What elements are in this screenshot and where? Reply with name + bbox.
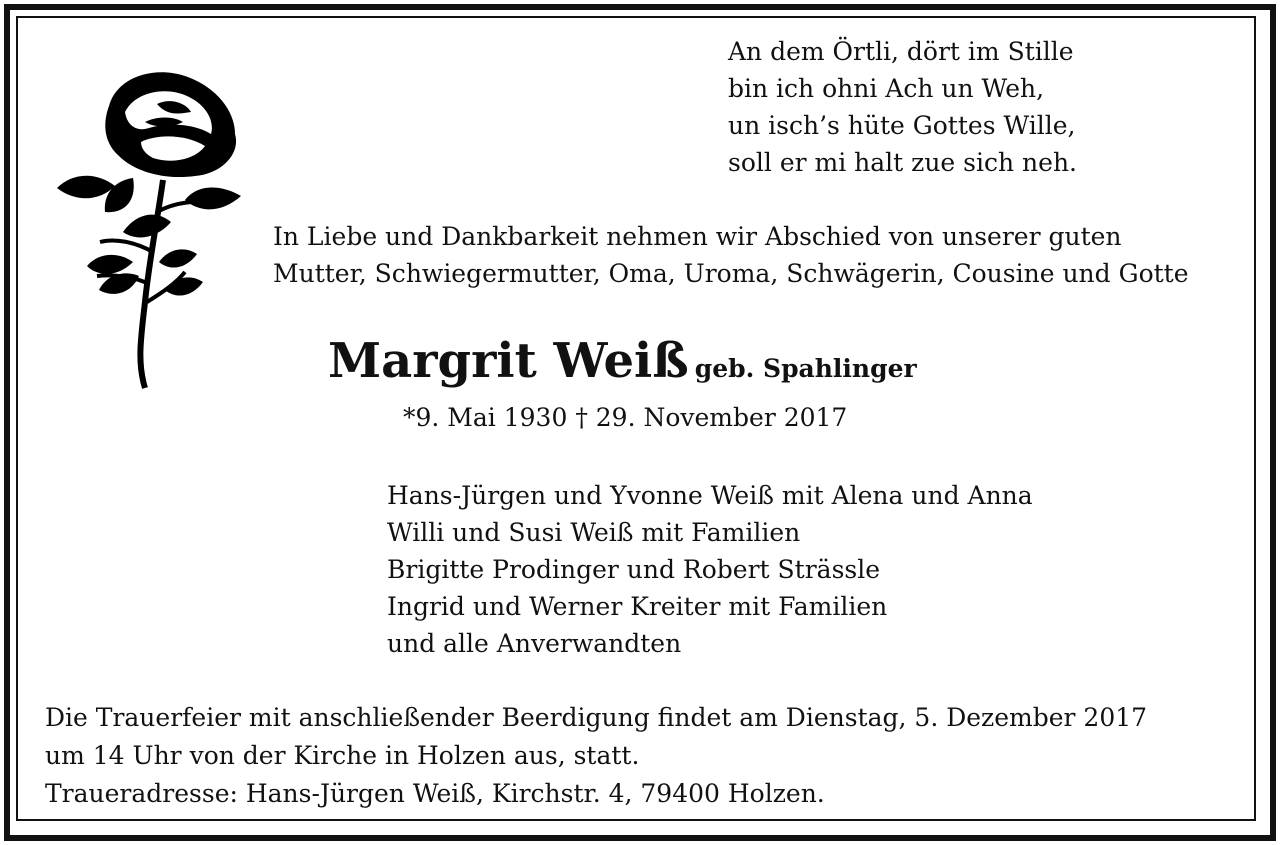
service-line: um 14 Uhr von der Kirche in Holzen aus, statt. xyxy=(45,741,640,770)
poem-line: An dem Örtli, dört im Stille xyxy=(728,37,1074,66)
mourner-line: und alle Anverwandten xyxy=(387,629,682,658)
mourner-line: Brigitte Prodinger und Robert Strässle xyxy=(387,555,881,584)
mourner-line: Ingrid und Werner Kreiter mit Familien xyxy=(387,592,888,621)
service-line: Traueradresse: Hans-Jürgen Weiß, Kirchstr. 4, 79400 Holzen. xyxy=(45,779,825,808)
mourner-line: Hans-Jürgen und Yvonne Weiß mit Alena und Anna xyxy=(387,481,1033,510)
intro-line: In Liebe und Dankbarkeit nehmen wir Abschied von unserer guten xyxy=(273,222,1122,251)
birth-name: geb. Spahlinger xyxy=(694,354,917,383)
mourners-list xyxy=(387,477,1033,662)
poem-line: bin ich ohni Ach un Weh, xyxy=(728,74,1045,103)
rose-icon xyxy=(45,62,255,397)
mourner-line: Willi und Susi Weiß mit Familien xyxy=(387,518,801,547)
poem xyxy=(728,33,1077,181)
intro-line: Mutter, Schwiegermutter, Oma, Uroma, Schwägerin, Cousine und Gotte xyxy=(273,259,1189,288)
service-info xyxy=(45,699,1147,813)
service-line: Die Trauerfeier mit anschließender Beerdigung findet am Dienstag, 5. Dezember 2017 xyxy=(45,703,1148,732)
poem-line: un isch’s hüte Gottes Wille, xyxy=(728,111,1076,140)
intro-text xyxy=(273,218,1189,292)
poem-line: soll er mi halt zue sich neh. xyxy=(728,148,1077,177)
life-dates: *9. Mai 1930 † 29. November 2017 xyxy=(403,403,848,432)
deceased-name: Margrit Weiß xyxy=(328,333,689,389)
deceased-name-row xyxy=(328,333,917,389)
